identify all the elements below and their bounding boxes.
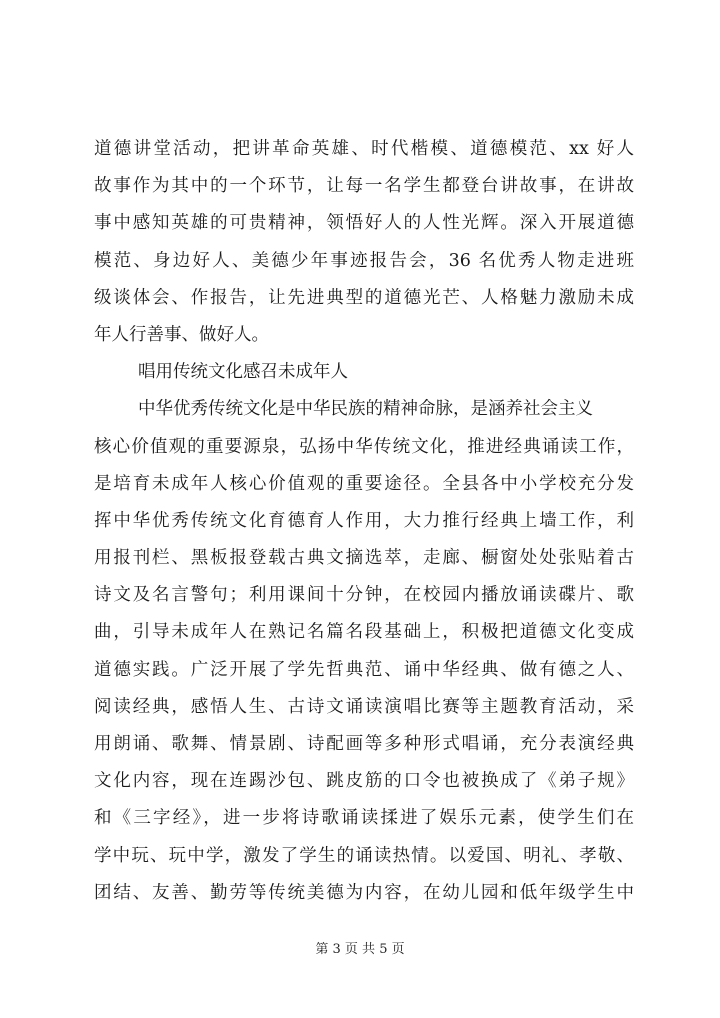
text-line: 用朗诵、歌舞、情景剧、诗配画等多种形式唱诵，充分表演经典 <box>94 734 634 754</box>
page-number-footer: 第 3 页 共 5 页 <box>315 942 405 957</box>
text-line: 中华优秀传统文化是中华民族的精神命脉，是涵养社会主义 <box>138 399 593 420</box>
text-line: 团结、友善、勤劳等传统美德为内容，在幼儿园和低年级学生中 <box>94 882 634 903</box>
text-line: 曲，引导未成年人在熟记名篇名段基础上，积极把道德文化变成 <box>94 622 634 643</box>
text-line: 用报刊栏、黑板报登载古典文摘选萃，走廊、橱窗处处张贴着古 <box>94 548 634 569</box>
text-line: 诗文及名言警句；利用课间十分钟，在校园内播放诵读碟片、歌 <box>94 585 634 606</box>
text-line: 道德讲堂活动，把讲革命英雄、时代楷模、道德模范、xx 好人 <box>94 139 634 159</box>
section-heading: 唱用传统文化感召未成年人 <box>138 362 348 383</box>
text-line: 模范、身边好人、美德少年事迹报告会，36 名优秀人物走进班 <box>94 250 634 271</box>
text-line: 核心价值观的重要源泉，弘扬中华传统文化，推进经典诵读工作， <box>94 436 634 457</box>
text-line: 和《三字经》，进一步将诗歌诵读揉进了娱乐元素，使学生们在 <box>94 808 634 829</box>
document-body <box>94 131 634 912</box>
text-line: 挥中华优秀传统文化育德育人作用，大力推行经典上墙工作，利 <box>94 510 634 531</box>
text-line: 文化内容，现在连踢沙包、跳皮筋的口令也被换成了《弟子规》 <box>94 771 634 792</box>
text-line: 年人行善事、做好人。 <box>94 324 269 345</box>
text-line: 是培育未成年人核心价值观的重要途径。全县各中小学校充分发 <box>94 473 634 494</box>
text-line: 学中玩、玩中学，激发了学生的诵读热情。以爱国、明礼、孝敬、 <box>94 845 634 866</box>
text-line: 道德实践。广泛开展了学先哲典范、诵中华经典、做有德之人、 <box>94 659 634 680</box>
text-line: 故事作为其中的一个环节，让每一名学生都登台讲故事，在讲故 <box>94 176 634 197</box>
text-line: 阅读经典，感悟人生、古诗文诵读演唱比赛等主题教育活动，采 <box>94 696 634 717</box>
text-line: 级谈体会、作报告，让先进典型的道德光芒、人格魅力激励未成 <box>94 287 634 308</box>
text-line: 事中感知英雄的可贵精神，领悟好人的人性光辉。深入开展道德 <box>94 213 634 234</box>
